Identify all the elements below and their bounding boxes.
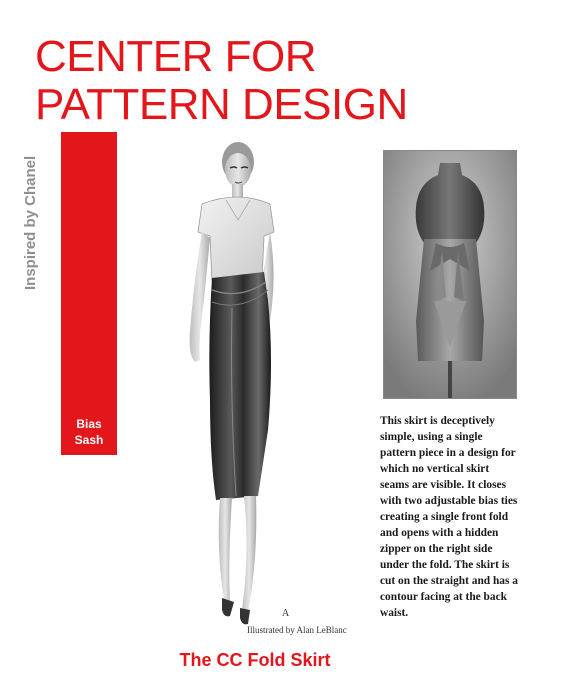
illustrator-signature: A bbox=[282, 608, 290, 619]
caption-title: The CC Fold Skirt bbox=[179, 650, 331, 670]
red-sidebar-bar bbox=[61, 132, 117, 455]
page-title-line-1: CENTER FOR bbox=[35, 32, 316, 81]
dress-form-image bbox=[384, 151, 516, 398]
fashion-illustration bbox=[150, 140, 300, 630]
tag-line-2: Sash bbox=[74, 433, 104, 447]
description-text: This skirt is deceptively simple, using a single pattern piece in a design for which no vertical skirt seams are visible. It closes with two adjustable bias ties creating a single front fold and opens with a hidden zipper on the right side under the fold. The skirt is cut on the straight and has a contour facing at the back waist. bbox=[380, 415, 518, 619]
illustration-credit: Illustrated by Alan LeBlanc bbox=[247, 625, 347, 635]
page-title-line-2: PATTERN DESIGN bbox=[35, 80, 408, 129]
tag-line-1: Bias bbox=[76, 417, 102, 431]
back-view-photo bbox=[383, 150, 517, 399]
inspired-by-label: Inspired by Chanel bbox=[22, 155, 39, 290]
